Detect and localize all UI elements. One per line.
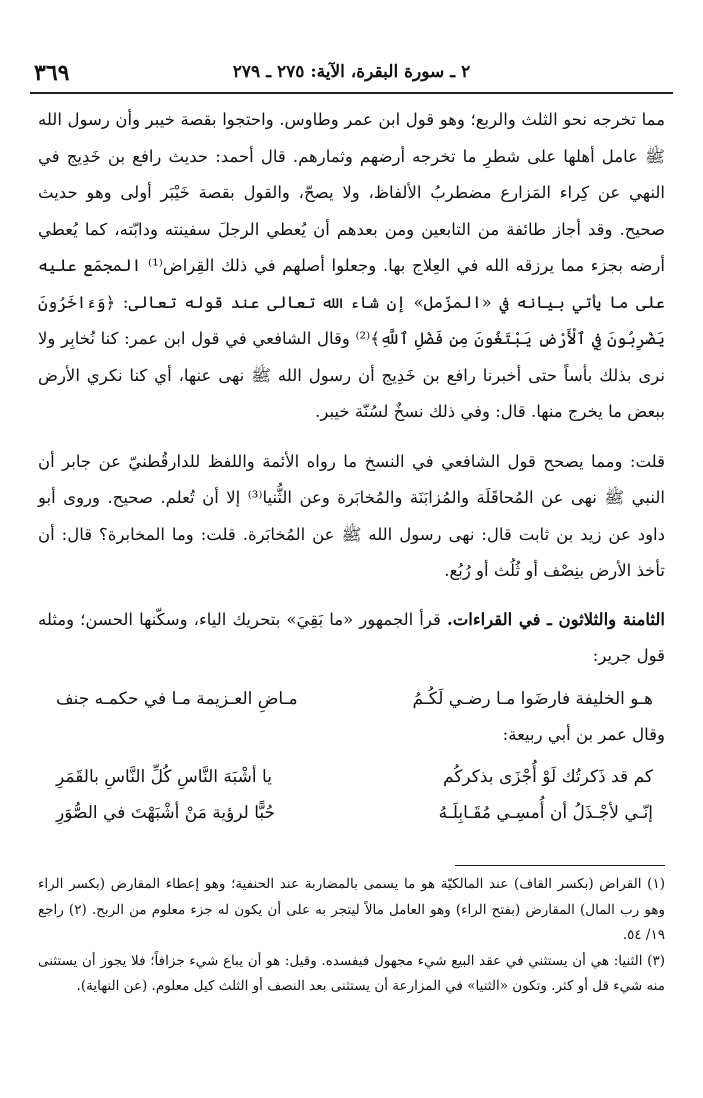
poem-attribution: وقال عمر بن أبي ربيعة: [502, 724, 665, 744]
footnote-3: (٣) الثنيا: هي أن يستثني في عقد البيع شيء مجهول فيفسده. وقيل: هو أن يباع شيء جزافاً؛ فلا يجوز أن يستثنى منه شيء قل أو كثر. وتكون «الثنيا» في المزارعة أن يستثنى بعد النصف أو الثلث كيل معلوم. (عن النهاية). [38, 952, 665, 994]
paragraph-3-text: قرأ الجمهور «ما بَقِيَ» بتحريك الياء، وسكّنها الحسن؛ ومثله قول جرير: [38, 609, 665, 665]
footnotes [38, 872, 665, 1000]
hemistich-second: حُبًّا لرؤية مَنْ أشْبَهْتَ في الصُّوَرِ [56, 803, 276, 823]
paragraph-2: قلت: ومما يصحح قول الشافعي في النسخ ما رواه الأئمة واللفظ للدارقُطنيّ عن جابر أن النبي ﷺ نهى عن المُحاقَلَة والمُزابَنَة والمُخابَرة وعن الثُّنيا⁽³⁾ إلا أن تُعلم. صحيح. وروى أبو داود عن زيد بن ثابت قال: نهى رسول الله ﷺ عن المُخابَرة. قلت: وما المخابرة؟ قال: أن تأخذ الأرض بنِصْف أو ثُلُث أو رُبُع. [38, 451, 666, 580]
verse [38, 759, 665, 795]
poem-umar [38, 759, 665, 831]
section-heading: الثامنة والثلاثون ـ في القراءات. [446, 609, 665, 629]
hemistich-first: إنّـي لأجْـذَلُ أن أُمسِـي مُقَـابِلَـهُ [438, 803, 653, 823]
footnote-1-2: (١) القراض (بكسر القاف) عند المالكيّة هو ما يسمى بالمضاربة عند الحنفية؛ وهو إعطاء المقارض (بكسر الراء وهو رب المال) المقارض (بفتح الراء) وهو العامل مالاً ليتجر به على أن يكون له جزء معلوم من الربح. (٢) راجع ١٩/ ٥٤. [38, 876, 666, 943]
running-title: ٢ ـ سورة البقرة، الآية: ٢٧٥ ـ ٢٧٩ [232, 62, 471, 82]
paragraph-3 [38, 602, 665, 675]
footnote-divider [455, 865, 665, 866]
verse [38, 681, 665, 717]
page-header [30, 58, 673, 94]
hemistich-second: مـاضِ العـزيمة مـا في حكمـه جنف [56, 688, 298, 709]
hemistich-second: يا أشْبَهَ النَّاسِ كُلِّ النَّاسِ بالقَمَرِ [56, 767, 272, 787]
verse [38, 795, 665, 831]
paragraph-1: مما تخرجه نحو الثلث والربع؛ وهو قول ابن عمر وطاوس. واحتجوا بقصة خيبر وأن رسول الله ﷺ عامل أهلها على شطرِ ما تخرجه أرضهم وثمارهم. قال أحمد: حديث رافع بن خَدِيج في النهي عن كِراء المَزارع مضطربُ الألفاظ، ولا يصحّ، والقول بقصة خَيْبَر أولى وهو حديث صحيح. وقد أجاز طائفة من التابعين ومن بعدهم أن يُعطي الرجلَ سفينته ودابّته، كما يُعطي أرضه بجزء مما يرزقه الله في العِلاج بها. وجعلوا أصلهم في ذلك القِراض⁽¹⁾ المجمَع عليه على ما يأتي بيانه في «المزّمل» إن شاء الله تعالى عند قوله تعالى: ﴿وَءَاخَرُونَ يَضْرِبُونَ فِي ٱلْأَرْضِ يَبْتَغُونَ مِن فَضْلِ ٱللَّهِ﴾⁽²⁾ وقال الشافعي في قول ابن عمر: كنا نُخابِر ولا نرى بذلك بأساً حتى أخبرنا رافع بن خَدِيج أن رسول الله ﷺ نهى عنها، أي كنا نكري الأرض ببعض ما يخرج منها. قال: وفي ذلك نسخٌ لسُنّة خيبر. [38, 110, 665, 421]
main-text [38, 102, 665, 831]
poem-jarir [38, 681, 665, 717]
hemistich-first: كم قد ذَكرتُك لَوْ أُجْزَى بذكركُم [443, 767, 653, 787]
page-number: ٣٦٩ [34, 60, 70, 86]
hemistich-first: هـو الخليفة فارضَوا مـا رضـي لَكُـمُ [412, 688, 653, 709]
